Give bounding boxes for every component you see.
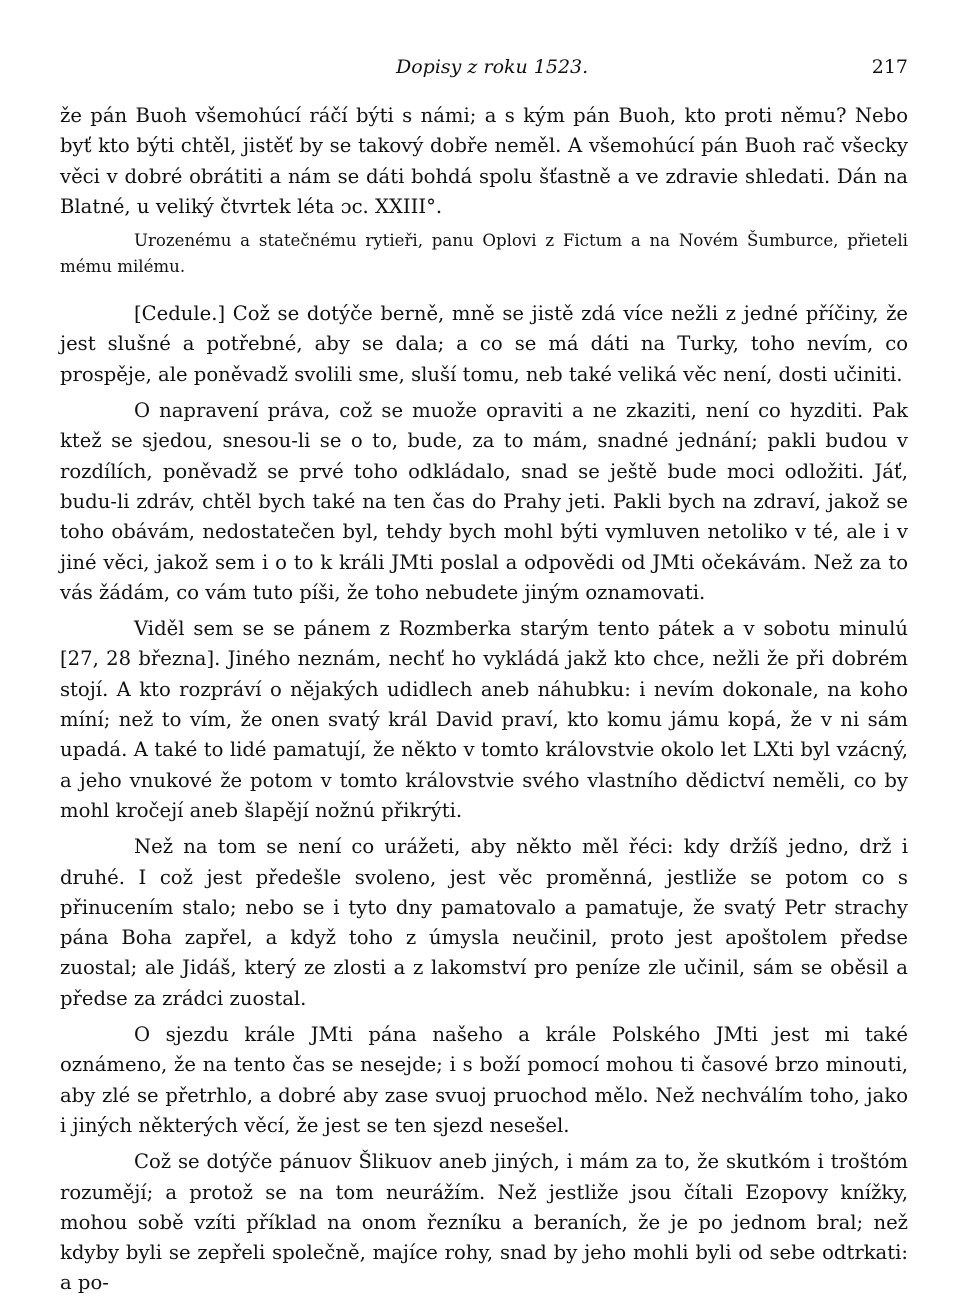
paragraph-closing: že pán Buoh všemohúcí ráčí býti s námi; a s kým pán Buoh, kto proti němu? Nebo byť kto býti chtěl, jistěť by se takový dobře neměl. A všemohúcí pán Buoh rač všecky věci v dobré obrátiti a nám se dáti bohdá spolu šťastně a ve zdravie shledati. Dán na Blatné, u veliký čtvrtek léta ɔc. XXIII°. xyxy=(60,104,908,218)
letter-text xyxy=(60,101,908,1299)
paragraph-cedule: [Cedule.] Což se dotýče berně, mně se jistě zdá více nežli z jedné příčiny, že jest slušné a potřebné, aby se dala; a co se má dáti na Turky, toho nevím, co prospěje, ale poněvadž svolili sme, sluší tomu, neb také veliká věc není, dosti učiniti. xyxy=(60,302,908,386)
page-header xyxy=(60,52,908,82)
paragraph-prava: O napravení práva, což se muože opraviti a ne zkaziti, není co hyzditi. Pak ktež se sjedou, snesou-li se o to, bude, za to mám, snadné jednání; pakli budou v rozdílích, poněvadž se prvé toho odkládalo, snad se ještě bude moci odložiti. Jáť, budu-li zdráv, chtěl bych také na ten čas do Prahy jeti. Pakli bych na zdraví, jakož se toho obávám, nedostatečen byl, tehdy bych mohl býti vymluven netoliko v té, ale i v jiné věci, jakož sem i o to k králi JMti poslal a odpovědi od JMti očekávám. Než za to vás žádám, co vám tuto píši, že toho nebudete jiným oznamovati. xyxy=(60,399,908,604)
paragraph-slikove: Což se dotýče pánuov Šlikuov aneb jiných, i mám za to, že skutkóm i troštóm rozumějí; a protož se na tom neurážím. Než jestliže jsou čítali Ezopovy knížky, mohou sobě vzíti příklad na onom řezníku a beraních, že je po jednom bral; než kdyby byli se zepřeli společně, majíce rohy, snad by jeho mohli byli od sebe odtrkati: a po- xyxy=(60,1150,908,1295)
paragraph-rozmberk: Viděl sem se se pánem z Rozmberka starým tento pátek a v sobotu minulú [27, 28 března]. Jiného neznám, nechť ho vykládá jakž kto chce, nežli že při dobrém stojí. A kto rozpráví o nějakých udidlech aneb náhubku: i nevím dokonale, na koho míní; než to vím, že onen svatý král David praví, kto komu jámu kopá, že v ni sám upadá. A také to lidé pamatují, že někto v tomto královstvie okolo let LXti byl vzácný, a jeho vnukové že potom v tomto královstvie svého vlastního dědictví neměli, co by mohl kročejí aneb šlapějí nožnú přikrýti. xyxy=(60,617,908,822)
running-title: Dopisy z roku 1523. xyxy=(396,56,589,78)
address-line: Urozenému a statečnému rytieři, panu Oplovi z Fictum a na Novém Šumburce, přieteli mému milému. xyxy=(60,231,908,277)
paragraph-urazeti: Než na tom se není co urážeti, aby někto měl řéci: kdy držíš jedno, drž i druhé. I což jest předešle svoleno, jest věc proměnná, jestliže se potom co s přinucením stalo; nebo se i tyto dny pamatovalo a pamatuje, že svatý Petr strachy pána Boha zapřel, a když toho z úmysla neučinil, proto jest apoštolem předse zuostal; ale Jidáš, který ze zlosti a z lakomství pro peníze zle učinil, sám se oběsil a předse za zrádci zuostal. xyxy=(60,835,908,1010)
paragraph-sjezd: O sjezdu krále JMti pána našeho a krále Polského JMti jest mi také oznámeno, že na tento čas se nesejde; i s boží pomocí mohou ti časové brzo minouti, aby zlé se přetrhlo, a dobré aby zase svuoj pruochod mělo. Než nechválím toho, jako i jiných některých věcí, že jest se ten sjezd nesešel. xyxy=(60,1023,908,1137)
page-number: 217 xyxy=(871,56,908,78)
